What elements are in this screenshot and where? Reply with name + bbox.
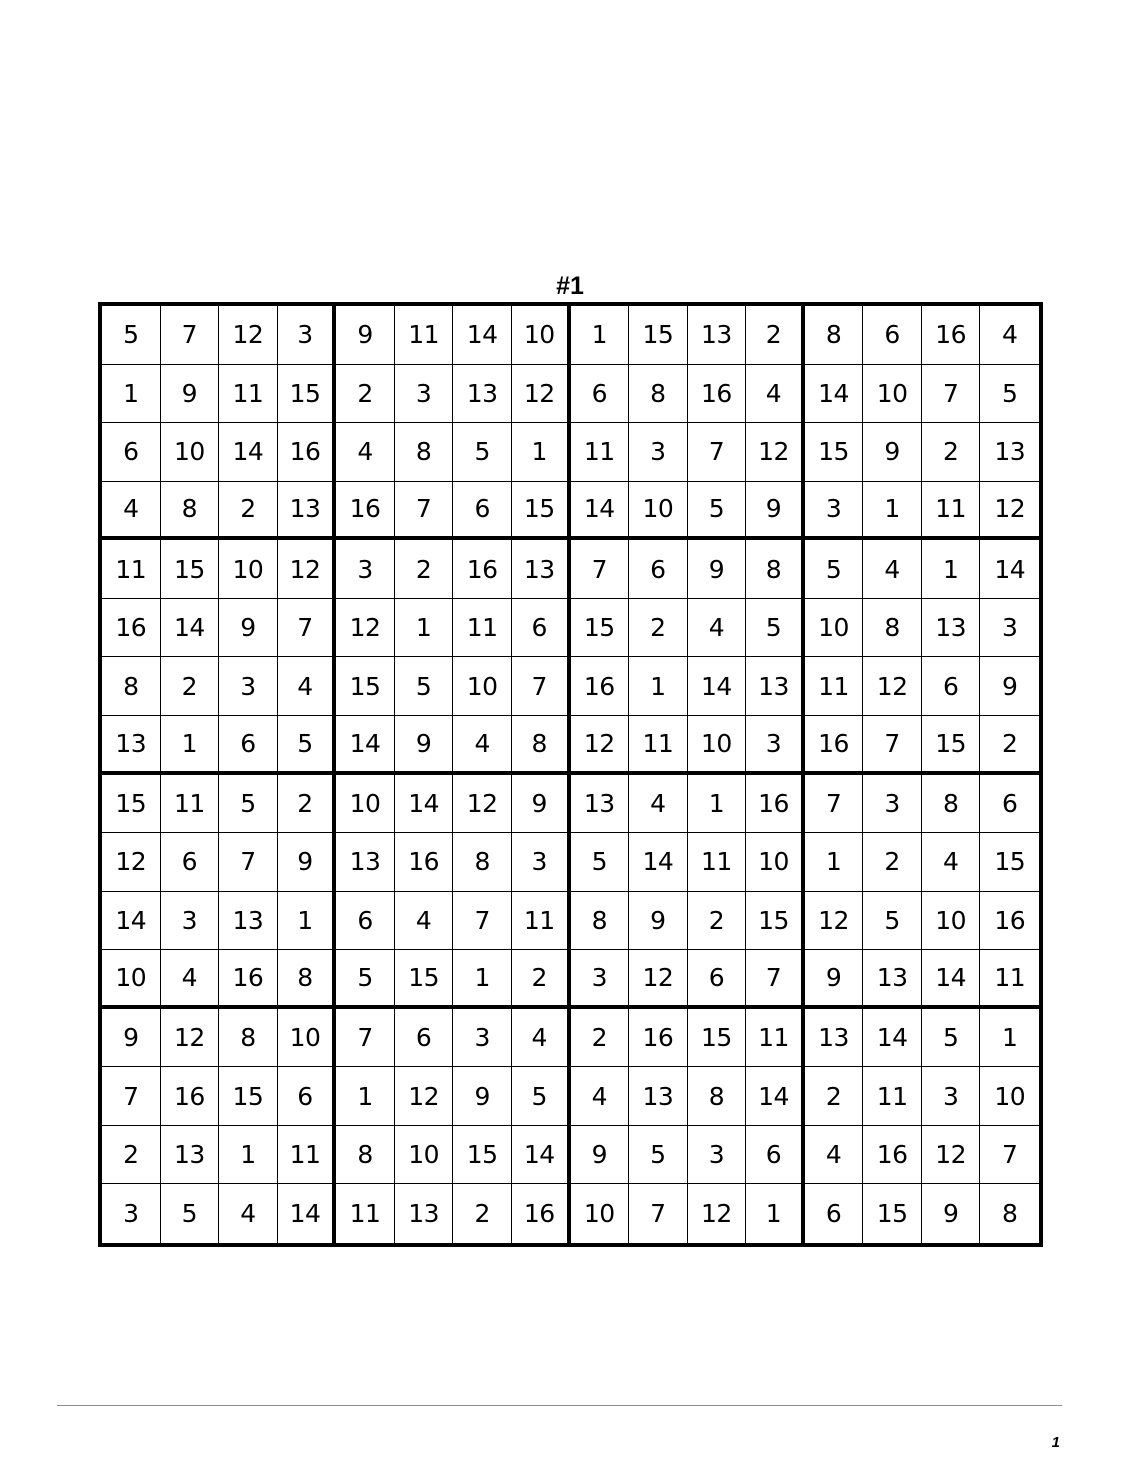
grid-cell: 14 bbox=[336, 716, 395, 775]
grid-cell: 13 bbox=[395, 1184, 454, 1243]
grid-cell: 10 bbox=[980, 1067, 1039, 1126]
grid-cell: 13 bbox=[688, 306, 747, 365]
grid-cell: 8 bbox=[512, 716, 571, 775]
grid-cell: 15 bbox=[512, 482, 571, 541]
puzzle-title: #1 bbox=[556, 272, 584, 300]
grid-cell: 4 bbox=[219, 1184, 278, 1243]
grid-cell: 2 bbox=[629, 599, 688, 658]
grid-cell: 9 bbox=[102, 1009, 161, 1068]
grid-cell: 9 bbox=[863, 423, 922, 482]
grid-cell: 6 bbox=[922, 657, 981, 716]
grid-cell: 2 bbox=[746, 306, 805, 365]
grid-cell: 10 bbox=[629, 482, 688, 541]
grid-cell: 4 bbox=[102, 482, 161, 541]
grid-cell: 16 bbox=[805, 716, 864, 775]
grid-cell: 6 bbox=[512, 599, 571, 658]
grid-cell: 5 bbox=[571, 833, 630, 892]
grid-cell: 9 bbox=[688, 540, 747, 599]
grid-cell: 16 bbox=[102, 599, 161, 658]
grid-cell: 8 bbox=[571, 892, 630, 951]
grid-cell: 14 bbox=[805, 365, 864, 424]
grid-cell: 5 bbox=[453, 423, 512, 482]
grid-cell: 12 bbox=[629, 950, 688, 1009]
grid-cell: 6 bbox=[863, 306, 922, 365]
grid-cell: 12 bbox=[336, 599, 395, 658]
grid-cell: 11 bbox=[336, 1184, 395, 1243]
sudoku-grid bbox=[98, 302, 1043, 1247]
grid-cell: 11 bbox=[746, 1009, 805, 1068]
grid-cell: 16 bbox=[395, 833, 454, 892]
grid-cell: 11 bbox=[863, 1067, 922, 1126]
grid-cell: 7 bbox=[336, 1009, 395, 1068]
grid-cell: 7 bbox=[395, 482, 454, 541]
grid-cell: 7 bbox=[453, 892, 512, 951]
grid-cell: 5 bbox=[863, 892, 922, 951]
grid-cell: 4 bbox=[863, 540, 922, 599]
grid-cell: 2 bbox=[688, 892, 747, 951]
grid-cell: 11 bbox=[629, 716, 688, 775]
grid-cell: 9 bbox=[746, 482, 805, 541]
grid-cell: 16 bbox=[746, 775, 805, 834]
grid-cell: 12 bbox=[102, 833, 161, 892]
grid-cell: 13 bbox=[219, 892, 278, 951]
grid-cell: 5 bbox=[512, 1067, 571, 1126]
grid-cell: 3 bbox=[688, 1126, 747, 1185]
page-number: 1 bbox=[1051, 1434, 1060, 1451]
grid-cell: 6 bbox=[219, 716, 278, 775]
grid-cell: 12 bbox=[980, 482, 1039, 541]
grid-cell: 9 bbox=[161, 365, 220, 424]
grid-cell: 8 bbox=[161, 482, 220, 541]
grid-cell: 7 bbox=[980, 1126, 1039, 1185]
grid-cell: 3 bbox=[571, 950, 630, 1009]
grid-cell: 7 bbox=[278, 599, 337, 658]
grid-cell: 6 bbox=[336, 892, 395, 951]
grid-cell: 12 bbox=[805, 892, 864, 951]
grid-cell: 13 bbox=[805, 1009, 864, 1068]
grid-cell: 8 bbox=[1002, 1199, 1018, 1229]
grid-cell: 5 bbox=[922, 1009, 981, 1068]
grid-cell: 15 bbox=[395, 950, 454, 1009]
grid-cell: 8 bbox=[688, 1067, 747, 1126]
grid-cell: 8 bbox=[805, 306, 864, 365]
grid-cell: 16 bbox=[336, 482, 395, 541]
grid-cell: 11 bbox=[395, 306, 454, 365]
grid-cell: 14 bbox=[922, 950, 981, 1009]
grid-cell: 2 bbox=[219, 482, 278, 541]
grid-cell: 14 bbox=[512, 1126, 571, 1185]
grid-cell: 12 bbox=[395, 1067, 454, 1126]
grid-cell: 9 bbox=[980, 657, 1039, 716]
grid-cell: 11 bbox=[512, 892, 571, 951]
grid-cell: 13 bbox=[453, 365, 512, 424]
grid-cell: 3 bbox=[336, 540, 395, 599]
grid-cell: 1 bbox=[453, 950, 512, 1009]
grid-cell: 2 bbox=[922, 423, 981, 482]
grid-cell: 2 bbox=[278, 775, 337, 834]
grid-cell: 6 bbox=[161, 833, 220, 892]
grid-cell: 15 bbox=[922, 716, 981, 775]
grid-cell: 11 bbox=[278, 1126, 337, 1185]
grid-cell: 10 bbox=[688, 716, 747, 775]
grid-cell: 13 bbox=[102, 716, 161, 775]
grid-cell: 4 bbox=[571, 1067, 630, 1126]
grid-cell: 10 bbox=[336, 775, 395, 834]
grid-cell: 7 bbox=[629, 1184, 688, 1243]
grid-cell: 6 bbox=[629, 540, 688, 599]
grid-cell: 9 bbox=[336, 306, 395, 365]
grid-cell: 11 bbox=[219, 365, 278, 424]
grid-cell: 11 bbox=[102, 540, 161, 599]
grid-cell: 10 bbox=[453, 657, 512, 716]
grid-cell: 2 bbox=[336, 365, 395, 424]
grid-cell: 10 bbox=[922, 892, 981, 951]
grid-cell: 15 bbox=[453, 1126, 512, 1185]
grid-cell: 3 bbox=[746, 716, 805, 775]
grid-cell: 13 bbox=[336, 833, 395, 892]
grid-cell: 6 bbox=[980, 775, 1039, 834]
grid-cell: 2 bbox=[571, 1009, 630, 1068]
grid-cell: 3 bbox=[219, 657, 278, 716]
grid-cell: 4 bbox=[336, 423, 395, 482]
grid-cell: 4 bbox=[746, 365, 805, 424]
grid-cell: 9 bbox=[278, 833, 337, 892]
grid-cell: 7 bbox=[863, 716, 922, 775]
grid-cell: 2 bbox=[102, 1126, 161, 1185]
grid-cell: 8 bbox=[922, 775, 981, 834]
grid-cell: 3 bbox=[453, 1009, 512, 1068]
grid-cell: 12 bbox=[571, 716, 630, 775]
grid-cell: 5 bbox=[805, 540, 864, 599]
grid-cell: 10 bbox=[512, 306, 571, 365]
grid-cell: 15 bbox=[278, 365, 337, 424]
grid-cell: 16 bbox=[688, 365, 747, 424]
grid-cell: 5 bbox=[629, 1126, 688, 1185]
grid-cell: 3 bbox=[512, 833, 571, 892]
grid-cell: 15 bbox=[161, 540, 220, 599]
grid-cell: 15 bbox=[336, 657, 395, 716]
grid-cell: 11 bbox=[980, 950, 1039, 1009]
grid-cell: 4 bbox=[805, 1126, 864, 1185]
grid-cell: 14 bbox=[102, 892, 161, 951]
grid-cell: 3 bbox=[980, 599, 1039, 658]
grid-cell: 13 bbox=[922, 599, 981, 658]
grid-cell: 5 bbox=[161, 1184, 220, 1243]
grid-cell: 1 bbox=[219, 1126, 278, 1185]
grid-cell: 7 bbox=[161, 306, 220, 365]
grid-cell: 15 bbox=[980, 833, 1039, 892]
grid-cell: 14 bbox=[219, 423, 278, 482]
grid-cell: 12 bbox=[278, 540, 337, 599]
grid-cell: 8 bbox=[395, 423, 454, 482]
grid-cell: 1 bbox=[161, 716, 220, 775]
grid-cell: 14 bbox=[688, 657, 747, 716]
grid-cell: 1 bbox=[863, 482, 922, 541]
grid-cell: 1 bbox=[980, 1009, 1039, 1068]
grid-cell: 4 bbox=[453, 716, 512, 775]
grid-cell: 16 bbox=[278, 423, 337, 482]
grid-cell: 12 bbox=[453, 775, 512, 834]
grid-cell: 2 bbox=[863, 833, 922, 892]
grid-cell: 14 bbox=[863, 1009, 922, 1068]
grid-cell: 13 bbox=[980, 423, 1039, 482]
grid-cell: 11 bbox=[688, 833, 747, 892]
grid-cell: 10 bbox=[571, 1184, 630, 1243]
grid-cell: 12 bbox=[746, 423, 805, 482]
grid-cell: 3 bbox=[161, 892, 220, 951]
grid-cell: 11 bbox=[571, 423, 630, 482]
grid-cell: 9 bbox=[571, 1126, 630, 1185]
grid-cell: 7 bbox=[102, 1067, 161, 1126]
grid-cell: 1 bbox=[395, 599, 454, 658]
grid-cell: 14 bbox=[161, 599, 220, 658]
grid-cell: 10 bbox=[102, 950, 161, 1009]
grid-cell: 11 bbox=[805, 657, 864, 716]
grid-cell: 10 bbox=[278, 1009, 337, 1068]
grid-cell: 3 bbox=[395, 365, 454, 424]
grid-cell: 6 bbox=[746, 1126, 805, 1185]
grid-cell: 16 bbox=[512, 1184, 571, 1243]
grid-cell: 4 bbox=[980, 306, 1039, 365]
grid-cell: 5 bbox=[746, 599, 805, 658]
grid-cell: 16 bbox=[629, 1009, 688, 1068]
grid-cell: 14 bbox=[453, 306, 512, 365]
grid-cell: 10 bbox=[805, 599, 864, 658]
grid-cell: 2 bbox=[980, 716, 1039, 775]
grid-cell: 13 bbox=[746, 657, 805, 716]
grid-cell: 14 bbox=[571, 482, 630, 541]
grid-cell: 1 bbox=[629, 657, 688, 716]
grid-cell: 4 bbox=[629, 775, 688, 834]
grid-cell: 6 bbox=[453, 482, 512, 541]
grid-cell: 16 bbox=[863, 1126, 922, 1185]
grid-cell: 12 bbox=[863, 657, 922, 716]
grid-cell: 9 bbox=[805, 950, 864, 1009]
grid-cell: 5 bbox=[688, 482, 747, 541]
grid-cell: 16 bbox=[219, 950, 278, 1009]
grid-cell: 6 bbox=[571, 365, 630, 424]
grid-cell: 7 bbox=[219, 833, 278, 892]
grid-cell: 15 bbox=[805, 423, 864, 482]
grid-cell: 8 bbox=[863, 599, 922, 658]
footer-divider bbox=[57, 1405, 1062, 1406]
grid-cell: 1 bbox=[278, 892, 337, 951]
grid-cell: 3 bbox=[278, 306, 337, 365]
grid-cell: 4 bbox=[512, 1009, 571, 1068]
grid-cell: 15 bbox=[746, 892, 805, 951]
grid-cell: 9 bbox=[453, 1067, 512, 1126]
grid-cell: 9 bbox=[395, 716, 454, 775]
grid-cell: 15 bbox=[688, 1009, 747, 1068]
grid-cell: 8 bbox=[336, 1126, 395, 1185]
grid-cell: 1 bbox=[746, 1184, 805, 1243]
grid-cell: 4 bbox=[688, 599, 747, 658]
grid-cell: 7 bbox=[922, 365, 981, 424]
grid-cell: 15 bbox=[219, 1067, 278, 1126]
grid-cell: 6 bbox=[278, 1067, 337, 1126]
grid-cell: 1 bbox=[571, 306, 630, 365]
grid-cell: 9 bbox=[219, 599, 278, 658]
grid-cell: 8 bbox=[629, 365, 688, 424]
grid-cell: 1 bbox=[922, 540, 981, 599]
grid-cell: 13 bbox=[629, 1067, 688, 1126]
grid-cell: 15 bbox=[571, 599, 630, 658]
grid-cell: 9 bbox=[922, 1184, 981, 1243]
grid-cell: 14 bbox=[278, 1184, 337, 1243]
grid-cell: 11 bbox=[161, 775, 220, 834]
grid-cell: 3 bbox=[102, 1184, 161, 1243]
grid-cell: 3 bbox=[922, 1067, 981, 1126]
grid-cell: 11 bbox=[922, 482, 981, 541]
grid-cell: 16 bbox=[980, 892, 1039, 951]
grid-cell: 11 bbox=[453, 599, 512, 658]
grid-cell: 7 bbox=[688, 423, 747, 482]
grid-cell: 2 bbox=[453, 1184, 512, 1243]
grid-cell: 7 bbox=[571, 540, 630, 599]
grid-cell: 5 bbox=[278, 716, 337, 775]
grid-cell: 1 bbox=[688, 775, 747, 834]
grid-cell: 9 bbox=[629, 892, 688, 951]
grid-cell: 10 bbox=[161, 423, 220, 482]
grid-cell: 5 bbox=[395, 657, 454, 716]
grid-cell: 8 bbox=[453, 833, 512, 892]
grid-cell: 8 bbox=[219, 1009, 278, 1068]
grid-cell: 16 bbox=[453, 540, 512, 599]
grid-cell: 7 bbox=[805, 775, 864, 834]
grid-cell: 2 bbox=[512, 950, 571, 1009]
grid-cell: 10 bbox=[395, 1126, 454, 1185]
grid-cell: 13 bbox=[161, 1126, 220, 1185]
grid-cell: 2 bbox=[161, 657, 220, 716]
grid-cell: 10 bbox=[746, 833, 805, 892]
grid-cell: 3 bbox=[863, 775, 922, 834]
grid-cell: 4 bbox=[922, 833, 981, 892]
grid-cell: 1 bbox=[102, 365, 161, 424]
grid-cell: 13 bbox=[863, 950, 922, 1009]
grid-cell: 6 bbox=[102, 423, 161, 482]
grid-cell: 5 bbox=[219, 775, 278, 834]
grid-cell: 15 bbox=[863, 1184, 922, 1243]
grid-cell: 3 bbox=[805, 482, 864, 541]
grid-cell: 14 bbox=[629, 833, 688, 892]
grid-cell: 4 bbox=[395, 892, 454, 951]
grid-cell: 14 bbox=[746, 1067, 805, 1126]
grid-cell: 12 bbox=[688, 1184, 747, 1243]
grid-cell: 16 bbox=[161, 1067, 220, 1126]
grid-cell: 6 bbox=[395, 1009, 454, 1068]
grid-cell: 12 bbox=[219, 306, 278, 365]
grid-cell: 10 bbox=[863, 365, 922, 424]
grid-cell: 4 bbox=[161, 950, 220, 1009]
grid-cell: 13 bbox=[512, 540, 571, 599]
grid-cell: 5 bbox=[980, 365, 1039, 424]
grid-cell: 16 bbox=[922, 306, 981, 365]
grid-cell: 1 bbox=[805, 833, 864, 892]
grid-cell: 8 bbox=[278, 950, 337, 1009]
grid-cell: 13 bbox=[571, 775, 630, 834]
grid-cell: 13 bbox=[278, 482, 337, 541]
grid-cell: 2 bbox=[805, 1067, 864, 1126]
grid-cell: 6 bbox=[688, 950, 747, 1009]
grid-cell: 15 bbox=[102, 775, 161, 834]
grid-cell: 16 bbox=[571, 657, 630, 716]
grid-cell: 5 bbox=[336, 950, 395, 1009]
grid-cell: 12 bbox=[512, 365, 571, 424]
grid-cell: 1 bbox=[512, 423, 571, 482]
grid-cell: 4 bbox=[278, 657, 337, 716]
grid-cell: 1 bbox=[336, 1067, 395, 1126]
grid-cell: 10 bbox=[219, 540, 278, 599]
grid-cell: 15 bbox=[629, 306, 688, 365]
grid-cell: 7 bbox=[746, 950, 805, 1009]
grid-cell: 7 bbox=[512, 657, 571, 716]
grid-cell: 3 bbox=[629, 423, 688, 482]
grid-cell: 14 bbox=[395, 775, 454, 834]
grid-cell: 14 bbox=[980, 540, 1039, 599]
grid-cell: 6 bbox=[805, 1184, 864, 1243]
grid-cell: 2 bbox=[395, 540, 454, 599]
grid-cell: 12 bbox=[922, 1126, 981, 1185]
grid-cell: 8 bbox=[102, 657, 161, 716]
grid-cell: 12 bbox=[161, 1009, 220, 1068]
grid-cell: 8 bbox=[746, 540, 805, 599]
grid-cell: 5 bbox=[102, 306, 161, 365]
grid-cell: 9 bbox=[512, 775, 571, 834]
